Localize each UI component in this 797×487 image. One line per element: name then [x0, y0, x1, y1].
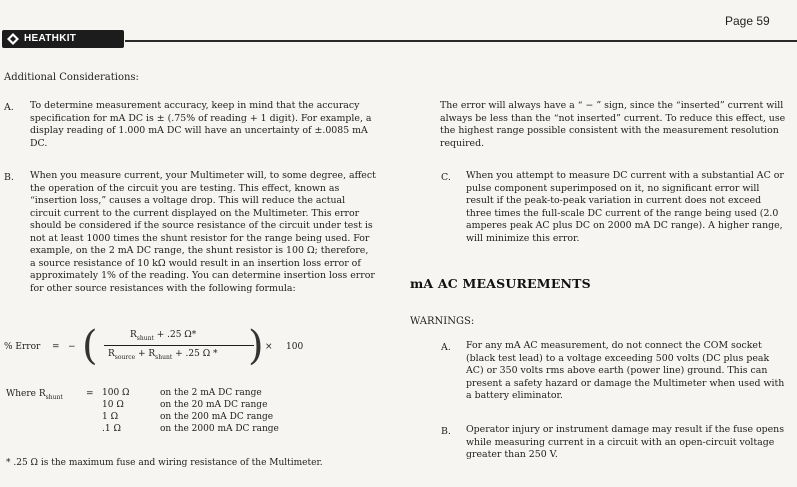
error-sign-paragraph: The error will always have a “ − ” sign, since the “inserted” current will always be less than the “not inserted” current. To reduce this effect, use the highest range possible consistent with the measurement resolution required.	[440, 100, 786, 149]
item-b-text: When you measure current, your Multimeter will, to some degree, affect the operation of the circuit you are testing. This effect, known as “insertion loss,” causes a voltage drop. This will reduce the actual circuit current to the current displayed on the Multimeter. This error should be considered if the source resistance of the circuit under test is not at least 1000 times the shunt resistor for the range being used. For example, on the 2 mA DC range, the shunt resistor is 100 Ω; therefore, a source resistance of 10 kΩ would result in an insertion loss error of approximately 1% of the reading. You can determine insertion loss error for other source resistances with the following formula:	[30, 170, 376, 294]
shunt-range: on the 2000 mA DC range	[160, 424, 279, 434]
error-formula	[0, 323, 400, 372]
heathkit-logo	[2, 30, 124, 48]
formula-equals: =	[52, 342, 60, 352]
page-number: Page 59	[725, 14, 770, 28]
shunt-row	[100, 388, 360, 400]
warnings-heading: WARNINGS:	[410, 316, 475, 327]
shunt-label: Where $R_{shunt}$	[6, 389, 63, 401]
right-paren: )	[248, 323, 264, 369]
header-rule	[125, 40, 797, 42]
formula-denominator: $R_{source} + R_{shunt} + .25$ Ω *	[108, 349, 218, 361]
shunt-row	[100, 412, 360, 424]
diamond-icon	[7, 33, 19, 45]
footnote: * .25 Ω is the maximum fuse and wiring resistance of the Multimeter.	[6, 458, 323, 468]
ma-ac-measurements-title: mA AC MEASUREMENTS	[410, 276, 591, 291]
warning-a-letter: A.	[441, 342, 451, 353]
item-c-text: When you attempt to measure DC current with a substantial AC or pulse component superimposed on it, no significant error will result if the peak-to-peak variation in current does not exceed three times the full-scale DC current of the range being used (2.0 amperes peak AC plus DC on 2000 mA DC range). A higher range, will minimize this error.	[466, 170, 784, 244]
fraction-bar	[104, 345, 254, 346]
shunt-range: on the 200 mA DC range	[160, 412, 274, 422]
shunt-row	[100, 424, 360, 436]
warning-b-text: Operator injury or instrument damage may result if the fuse opens while measuring current in a circuit with an open-circuit voltage greater than 250 V.	[466, 424, 785, 460]
formula-label: % Error	[4, 342, 41, 352]
left-paren: (	[82, 323, 98, 369]
formula-minus: −	[68, 342, 76, 352]
formula-hundred: 100	[286, 342, 304, 352]
logo-text: HEATHKIT	[24, 33, 77, 44]
shunt-table	[100, 388, 360, 436]
item-c-letter: C.	[441, 172, 451, 183]
warning-b-letter: B.	[441, 426, 451, 437]
shunt-value: 1 Ω	[102, 412, 119, 422]
item-a-text: To determine measurement accuracy, keep in mind that the accuracy specification for mA DC is ± (.75% of reading + 1 digit). For example, a display reading of 1.000 mA DC will have an uncertainty of ±.0085 mA DC.	[30, 100, 372, 149]
shunt-equals: =	[86, 389, 94, 399]
shunt-range: on the 2 mA DC range	[160, 388, 262, 398]
additional-considerations-heading: Additional Considerations:	[4, 72, 139, 83]
item-b-letter: B.	[4, 172, 14, 183]
shunt-value: .1 Ω	[102, 424, 121, 434]
shunt-row	[100, 400, 360, 412]
shunt-value: 100 Ω	[102, 388, 130, 398]
item-a-letter: A.	[4, 102, 14, 113]
shunt-value: 10 Ω	[102, 400, 124, 410]
shunt-range: on the 20 mA DC range	[160, 400, 268, 410]
warning-a-text: For any mA AC measurement, do not connect the COM socket (black test lead) to a voltage exceeding 500 volts (DC plus peak AC) or 350 volts rms above earth (power line) ground. This can present a safety hazard or damage the Multimeter when used with a battery eliminator.	[466, 340, 785, 401]
formula-times: ×	[265, 342, 273, 352]
formula-numerator: $R_{shunt} + .25$ Ω*	[130, 330, 197, 342]
